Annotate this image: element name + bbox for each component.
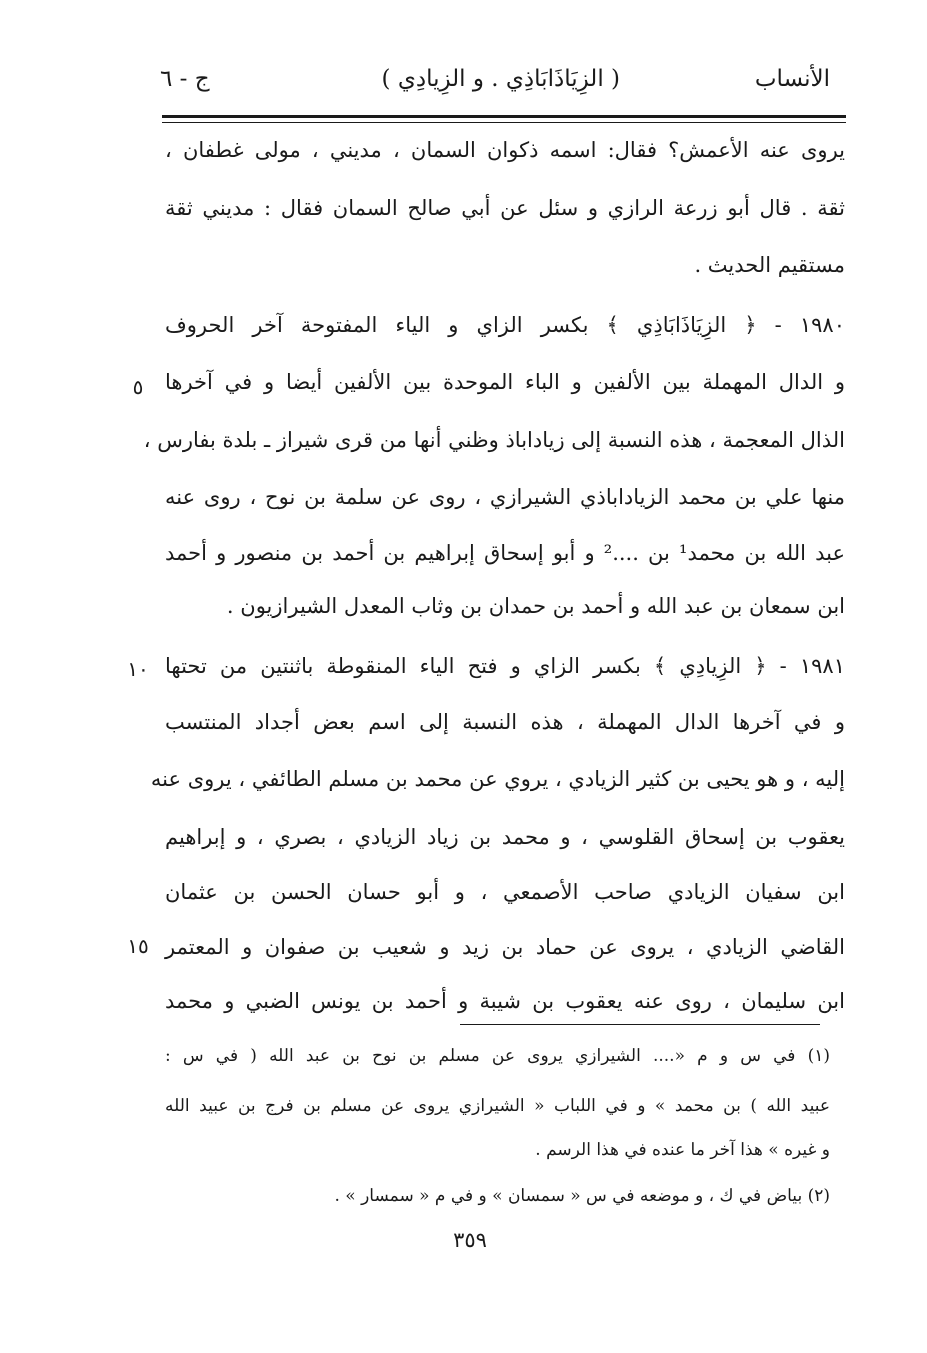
footnote-rule	[460, 1024, 820, 1025]
section-title: ( الزِيَاذَابَاذِي . و الزِيادِي )	[381, 66, 620, 92]
page-number: ٣٥٩	[453, 1228, 487, 1252]
body-line: الذال المعجمة ، هذه النسبة إلى زياداباذ وظني أنها من قرى شيراز ـ بلدة بفارس ،	[143, 428, 845, 452]
volume-label: ج - ٦	[160, 66, 210, 92]
header-rule-thick	[162, 115, 846, 118]
line-number-15: ١٥	[127, 934, 149, 958]
body-line: القاضي الزيادي ، يروى عن حماد بن زيد و شعيب بن صفوان و المعتمر	[165, 935, 845, 959]
footnote-line: (١) في س و م «.... الشيرازي يروى عن مسلم بن نوح بن عبد الله ( في س :	[165, 1046, 830, 1066]
body-line: إليه ، و هو يحيى بن كثير الزيادي ، يروي عن محمد بن مسلم الطائفي ، يروى عنه	[150, 767, 845, 791]
body-line: عبد الله بن محمد¹ بن ....² و أبو إسحاق إبراهيم بن أحمد بن منصور و أحمد	[165, 541, 845, 565]
body-line: ابن سمعان بن عبد الله و أحمد بن حمدان بن وثاب المعدل الشيرازيون .	[226, 594, 845, 618]
body-line: و في آخرها الدال المهملة ، هذه النسبة إلى اسم بعض أجداد المنتسب	[165, 710, 845, 734]
body-line: يعقوب بن إسحاق القلوسي ، و محمد بن زياد الزيادي ، بصري ، و إبراهيم	[165, 825, 845, 849]
body-line: ابن سليمان ، روى عنه يعقوب بن شيبة و أحمد بن يونس الضبي و محمد	[165, 989, 845, 1013]
line-number-10: ١٠	[127, 657, 149, 681]
body-line: ابن سفيان الزيادي صاحب الأصمعي ، و أبو حسان الحسن بن عثمان	[165, 880, 845, 904]
body-line: منها علي بن محمد الزياداباذي الشيرازي ، روى عن سلمة بن نوح ، روى عنه	[165, 485, 845, 509]
footnote-line: عبيد الله ) بن محمد » و في اللباب « الشيرازي يروى عن مسلم بن فرج بن عبيد الله	[165, 1096, 830, 1116]
line-number-5: ٥	[132, 375, 144, 399]
header-rule-thin	[162, 122, 846, 123]
body-line: ثقة . قال أبو زرعة الرازي و سئل عن أبي صالح السمان فقال : مديني ثقة	[165, 196, 845, 220]
book-title: الأنساب	[754, 66, 830, 92]
footnote-line: (٢) بياض في ك ، و موضعه في س « سمسان » و في م « سمسار » .	[334, 1186, 830, 1206]
body-line: مستقيم الحديث .	[694, 253, 845, 277]
body-line: يروى عنه الأعمش؟ فقال: اسمه ذكوان السمان ، مديني ، مولى غطفان ،	[165, 138, 845, 162]
running-header	[160, 62, 830, 102]
body-line: و الدال المهملة بين الألفين و الباء الموحدة بين الألفين أيضا و في آخرها	[165, 370, 845, 394]
entry-1980-heading: ١٩٨٠ - ﴿ الزِيَاذَابَاذِي ﴾ بكسر الزاي و الياء المفتوحة آخر الحروف	[165, 313, 845, 337]
footnote-line: و غيره » هذا آخر ما عنده في هذا الرسم .	[535, 1140, 830, 1160]
entry-1981-heading: ١٩٨١ - ﴿ الزِيادِي ﴾ بكسر الزاي و فتح الياء المنقوطة باثنتين من تحتها	[165, 654, 845, 678]
